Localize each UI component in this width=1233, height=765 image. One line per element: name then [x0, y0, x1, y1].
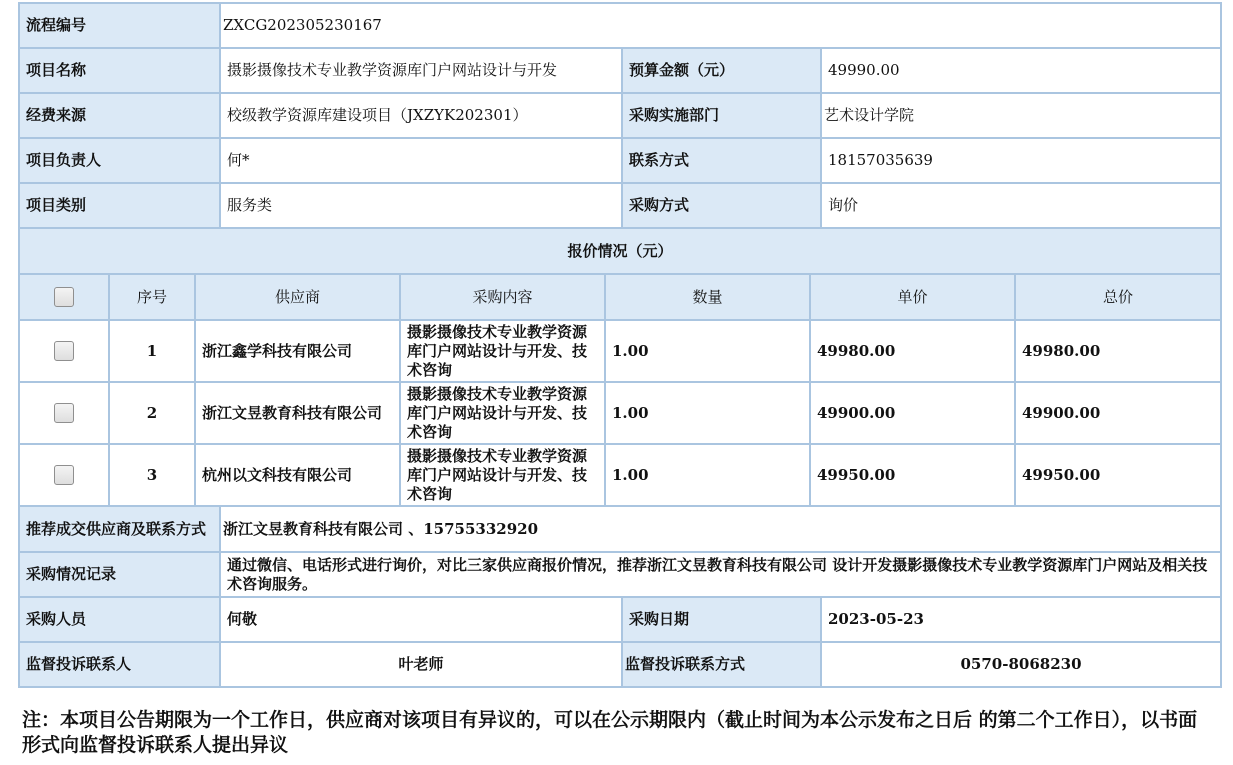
- project-name-label: 项目名称: [20, 49, 219, 92]
- quote-table: [18, 273, 1222, 507]
- row-supplier: 杭州以文科技有限公司: [196, 445, 399, 505]
- row-total-price: 49950.00: [1016, 445, 1220, 505]
- row-select-cell: [20, 383, 108, 443]
- budget-value: 49990.00: [822, 49, 1220, 92]
- row-total-price: 49900.00: [1016, 383, 1220, 443]
- notice-text: 注：本项目公告期限为一个工作日，供应商对该项目有异议的，可以在公示期限内（截止时间为本公示发布之日后 的第二个工作日），以书面形式向监督投诉联系人提出异议: [22, 709, 1198, 756]
- row-unit-price: 49900.00: [811, 383, 1014, 443]
- row-select-cell: [20, 321, 108, 381]
- row-content: 摄影摄像技术专业教学资源库门户网站设计与开发、技术咨询: [401, 321, 604, 381]
- select-all-cell: [20, 275, 108, 319]
- select-all-checkbox[interactable]: [54, 287, 74, 307]
- leader-value: 何*: [221, 139, 621, 182]
- dept-value: 艺术设计学院: [822, 94, 1220, 137]
- row-no: 3: [110, 445, 194, 505]
- row-checkbox[interactable]: [54, 465, 74, 485]
- row-no: 1: [110, 321, 194, 381]
- method-label: 采购方式: [623, 184, 820, 227]
- row-content: 摄影摄像技术专业教学资源库门户网站设计与开发、技术咨询: [401, 383, 604, 443]
- header-no: 序号: [110, 275, 194, 319]
- project-name-value: 摄影摄像技术专业教学资源库门户网站设计与开发: [221, 49, 621, 92]
- header-unit-price: 单价: [811, 275, 1014, 319]
- supervisor-phone-value: 0570-8068230: [822, 643, 1220, 686]
- row-supplier: 浙江鑫学科技有限公司: [196, 321, 399, 381]
- fund-source-label: 经费来源: [20, 94, 219, 137]
- record-value: 通过微信、电话形式进行询价，对比三家供应商报价情况，推荐浙江文昱教育科技有限公司 设计开发摄影摄像技术专业教学资源库门户网站及相关技术咨询服务。: [221, 553, 1220, 596]
- row-select-cell: [20, 445, 108, 505]
- row-qty: 1.00: [606, 321, 809, 381]
- header-qty: 数量: [606, 275, 809, 319]
- row-qty: 1.00: [606, 445, 809, 505]
- procurement-form: [18, 2, 1222, 688]
- buyer-label: 采购人员: [20, 598, 219, 641]
- row-checkbox[interactable]: [54, 341, 74, 361]
- row-total-price: 49980.00: [1016, 321, 1220, 381]
- row-checkbox[interactable]: [54, 403, 74, 423]
- table-row: [20, 321, 1220, 381]
- header-content: 采购内容: [401, 275, 604, 319]
- supervisor-label: 监督投诉联系人: [20, 643, 219, 686]
- row-qty: 1.00: [606, 383, 809, 443]
- contact-label: 联系方式: [623, 139, 820, 182]
- row-unit-price: 49980.00: [811, 321, 1014, 381]
- budget-label: 预算金额（元）: [623, 49, 820, 92]
- buyer-value: 何敬: [221, 598, 621, 641]
- row-content: 摄影摄像技术专业教学资源库门户网站设计与开发、技术咨询: [401, 445, 604, 505]
- row-no: 2: [110, 383, 194, 443]
- supervisor-phone-label: 监督投诉联系方式: [623, 643, 820, 686]
- process-no-label: 流程编号: [20, 4, 219, 47]
- result-table: [18, 505, 1222, 688]
- header-supplier: 供应商: [196, 275, 399, 319]
- contact-value: 18157035639: [822, 139, 1220, 182]
- row-supplier: 浙江文昱教育科技有限公司: [196, 383, 399, 443]
- recommended-value: 浙江文昱教育科技有限公司 、15755332920: [221, 507, 1220, 551]
- quote-header-row: [20, 275, 1220, 319]
- process-no-value: ZXCG202305230167: [221, 4, 1220, 47]
- date-value: 2023-05-23: [822, 598, 1220, 641]
- project-info-table: [18, 2, 1222, 275]
- leader-label: 项目负责人: [20, 139, 219, 182]
- row-unit-price: 49950.00: [811, 445, 1014, 505]
- dept-label: 采购实施部门: [623, 94, 820, 137]
- record-label: 采购情况记录: [20, 553, 219, 596]
- fund-source-value: 校级教学资源库建设项目（JXZYK202301）: [221, 94, 621, 137]
- method-value: 询价: [822, 184, 1220, 227]
- date-label: 采购日期: [623, 598, 820, 641]
- table-row: [20, 445, 1220, 505]
- header-total-price: 总价: [1016, 275, 1220, 319]
- recommended-label: 推荐成交供应商及联系方式: [20, 507, 219, 551]
- category-label: 项目类别: [20, 184, 219, 227]
- supervisor-value: 叶老师: [221, 643, 621, 686]
- category-value: 服务类: [221, 184, 621, 227]
- quote-section-title: 报价情况（元）: [20, 229, 1220, 273]
- table-row: [20, 383, 1220, 443]
